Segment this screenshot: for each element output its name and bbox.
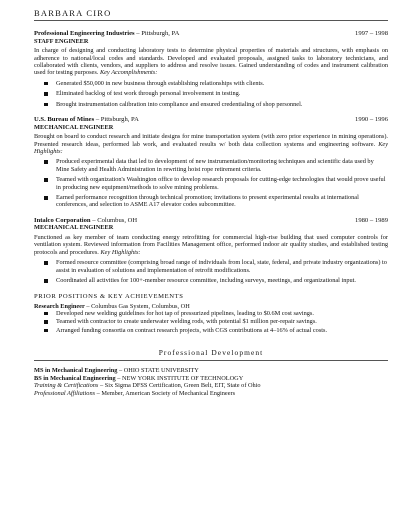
prior-bullets — [34, 310, 388, 334]
job-bullet: Generated $50,000 in new business through establishing relationships with clients. — [56, 80, 388, 87]
training-text: – Six Sigma DFSS Certification, Green Belt, EIT, State of Ohio — [99, 382, 261, 390]
company-name: Professional Engineering Industries — [34, 30, 135, 37]
job-bullet: Formed resource committee (comprising broad range of individuals from local, state, federal, and private industry organizations) to assist in evaluation of solutions and implementation of retrofit modifications. — [56, 259, 387, 274]
header-rule — [34, 20, 388, 21]
job-bullet: Coordinated all activities for 100+-member resource committee, including surveys, meetings, and organizational input. — [56, 277, 388, 284]
job-bullet: Produced experimental data that led to development of new instrumentation/monitoring techniques and scientific data used by Mine Safety and Health Administration in rewriting hoist rope retirement criteria. — [56, 158, 388, 173]
training-line — [34, 382, 388, 390]
job-description — [34, 47, 388, 77]
prior-positions-heading: PRIOR POSITIONS & KEY ACHIEVEMENTS — [34, 292, 184, 300]
job-description-text: In charge of designing and conducting laboratory tests to determine physical properties of materials and structures, with emphasis on adherence to national/local codes and standards. Developed and evaluated proposals, assigned tasks to laboratory technicians, and collaborated with clients, vendors, and suppliers to address and resolve issues. Gained understanding of codes and instrument calibration used for testing purposes. — [34, 47, 388, 77]
job-description-text: Brought on board to conduct research and initiate designs for mine transportation system (with zero prior experience in mining operations). Presented research ideas, performed lab work, and evaluated results w/ both data collection systems and engineering software. — [34, 133, 388, 148]
affiliations-line — [34, 390, 388, 398]
job-bullet: Earned performance recognition through technical promotion; invitations to present experimental results at international conferences, and selection to ASME A17 elevator codes subcommittee. — [56, 194, 388, 209]
job-title: MECHANICAL ENGINEER — [34, 123, 114, 131]
affiliations-text: – Member, American Society of Mechanical Engineers — [96, 389, 236, 397]
prior-role-org: – Columbus Gas System, Columbus, OH — [86, 302, 190, 310]
job-entry — [34, 116, 388, 209]
job-header — [34, 217, 388, 225]
job-employer — [34, 30, 179, 38]
job-bullet: Teamed with organization's Washington office to develop research proposals for cutting-edge technologies that would prove useful in producing new equipment/methods to solve mining problems. — [56, 176, 388, 191]
education-line — [34, 367, 388, 375]
job-entry — [34, 30, 388, 108]
job-bullets — [34, 80, 388, 108]
prior-bullet: Arranged funding consortia on contract research projects, with CGS contributions at 4–16% of actual costs. — [56, 327, 388, 334]
education-heading: Professional Development — [158, 348, 264, 358]
highlight-label: Key Accomplishments: — [99, 69, 158, 77]
school-name: – OHIO STATE UNIVERSITY — [119, 367, 199, 375]
job-header — [34, 116, 388, 124]
job-title: STAFF ENGINEER — [34, 37, 89, 45]
job-entry — [34, 217, 388, 285]
company-location: – Columbus, OH — [92, 216, 138, 224]
company-location: – Pittsburgh, PA — [95, 116, 139, 124]
job-bullets — [34, 158, 388, 208]
education-line — [34, 375, 388, 383]
prior-role-title: Research Engineer — [34, 302, 85, 310]
job-title: MECHANICAL ENGINEER — [34, 224, 114, 232]
highlight-label: Key Highlights: — [34, 140, 389, 156]
job-description-text: Functioned as key member of team conducting energy retrofitting for commercial high-rise building that used computer controls for ventilation system. Reviewed information from Facilities Management office, performed indoor air quality studies, and established testing protocols and procedures. — [34, 234, 388, 256]
candidate-name: BARBARA CIRO — [34, 8, 112, 18]
job-description — [34, 234, 388, 256]
job-employer — [34, 217, 137, 225]
job-employer — [34, 116, 139, 124]
job-bullet: Brought instrumentation calibration into compliance and ensured credentialing of shop personnel. — [56, 101, 388, 108]
affiliations-label: Professional Affiliations — [34, 389, 96, 397]
training-label: Training & Certifications — [34, 382, 99, 390]
degree-name: MS in Mechanical Engineering — [34, 367, 118, 375]
company-location: – Pittsburgh, PA — [136, 30, 180, 37]
job-dates: 1997 – 1998 — [355, 30, 388, 37]
highlight-label: Key Highlights: — [100, 248, 141, 256]
education-rule — [34, 360, 388, 361]
company-name: Intalco Corporation — [34, 216, 91, 224]
job-bullet: Eliminated backlog of test work through personal involvement in testing. — [56, 90, 388, 97]
job-dates: 1990 – 1996 — [355, 116, 388, 124]
prior-bullet: Developed new welding guidelines for hot tap of pressurized pipelines, leading to $0.6M cost savings. — [56, 310, 388, 317]
job-description — [34, 133, 388, 155]
school-name: – NEW YORK INSTITUTE OF TECHNOLOGY — [117, 374, 244, 382]
job-bullets — [34, 259, 388, 284]
prior-bullet: Teamed with contractor to create underwater welding rods, with potential $1 million per-repair savings. — [56, 318, 388, 325]
prior-role — [34, 303, 388, 310]
degree-name: BS in Mechanical Engineering — [34, 374, 116, 382]
company-name: U.S. Bureau of Mines — [34, 116, 95, 124]
job-dates: 1980 – 1989 — [355, 216, 388, 224]
job-header — [34, 30, 388, 38]
